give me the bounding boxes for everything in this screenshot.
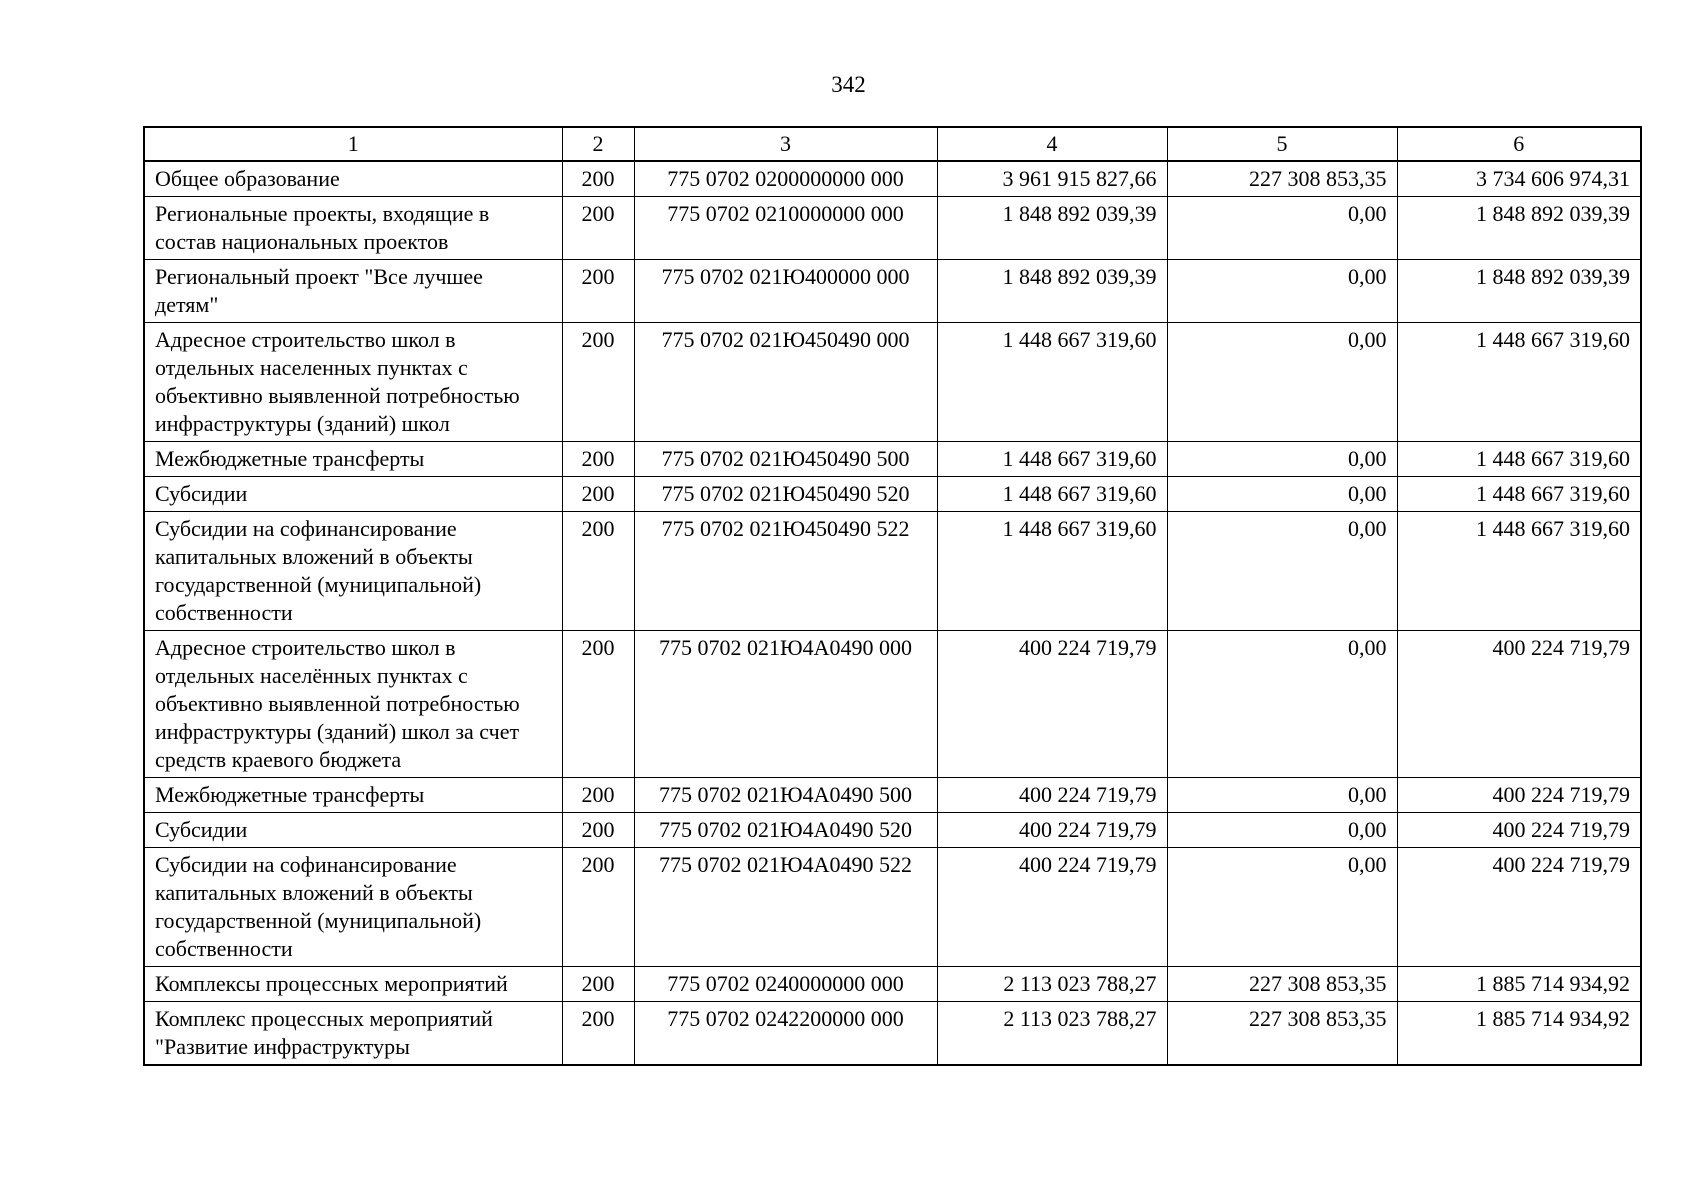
row-classification-code: 775 0702 021Ю4А0490 500 [634, 778, 937, 813]
row-classification-code: 775 0702 021Ю4А0490 520 [634, 813, 937, 848]
row-name: Региональные проекты, входящие в состав национальных проектов [144, 197, 562, 260]
table-row [144, 512, 1641, 631]
row-amount-4: 400 224 719,79 [937, 778, 1167, 813]
row-amount-5: 0,00 [1167, 778, 1397, 813]
table-row [144, 197, 1641, 260]
row-amount-6: 3 734 606 974,31 [1397, 161, 1641, 197]
row-code-2: 200 [562, 813, 634, 848]
row-amount-5: 227 308 853,35 [1167, 1002, 1397, 1066]
row-classification-code: 775 0702 0210000000 000 [634, 197, 937, 260]
row-amount-6: 1 448 667 319,60 [1397, 477, 1641, 512]
table-row [144, 323, 1641, 442]
budget-table [143, 126, 1642, 1066]
row-classification-code: 775 0702 021Ю450490 500 [634, 442, 937, 477]
row-amount-6: 1 448 667 319,60 [1397, 323, 1641, 442]
column-header-6: 6 [1397, 127, 1641, 161]
row-amount-6: 400 224 719,79 [1397, 778, 1641, 813]
row-name: Субсидии на софинансирование капитальных вложений в объекты государственной (муниципальной) собственности [144, 848, 562, 967]
row-amount-4: 2 113 023 788,27 [937, 967, 1167, 1002]
row-amount-5: 0,00 [1167, 813, 1397, 848]
row-code-2: 200 [562, 848, 634, 967]
row-classification-code: 775 0702 0200000000 000 [634, 161, 937, 197]
row-name: Межбюджетные трансферты [144, 442, 562, 477]
row-classification-code: 775 0702 021Ю450490 522 [634, 512, 937, 631]
table-row [144, 1002, 1641, 1066]
column-header-3: 3 [634, 127, 937, 161]
row-amount-5: 0,00 [1167, 323, 1397, 442]
row-code-2: 200 [562, 1002, 634, 1066]
row-amount-6: 400 224 719,79 [1397, 631, 1641, 778]
row-name: Региональный проект "Все лучшее детям" [144, 260, 562, 323]
column-header-4: 4 [937, 127, 1167, 161]
row-name: Субсидии на софинансирование капитальных вложений в объекты государственной (муниципальной) собственности [144, 512, 562, 631]
row-amount-6: 1 885 714 934,92 [1397, 967, 1641, 1002]
header-row [144, 127, 1641, 161]
table-row [144, 813, 1641, 848]
table-row [144, 848, 1641, 967]
row-code-2: 200 [562, 260, 634, 323]
column-header-1: 1 [144, 127, 562, 161]
row-amount-5: 0,00 [1167, 848, 1397, 967]
row-code-2: 200 [562, 161, 634, 197]
row-amount-4: 400 224 719,79 [937, 813, 1167, 848]
row-amount-5: 227 308 853,35 [1167, 161, 1397, 197]
column-header-2: 2 [562, 127, 634, 161]
row-amount-6: 1 448 667 319,60 [1397, 512, 1641, 631]
table-row [144, 442, 1641, 477]
row-amount-4: 400 224 719,79 [937, 848, 1167, 967]
row-code-2: 200 [562, 477, 634, 512]
table-row [144, 161, 1641, 197]
row-name: Комплекс процессных мероприятий "Развитие инфраструктуры [144, 1002, 562, 1066]
row-name: Адресное строительство школ в отдельных населенных пунктах с объективно выявленной потребностью инфраструктуры (зданий) школ [144, 323, 562, 442]
row-amount-6: 1 848 892 039,39 [1397, 197, 1641, 260]
row-amount-5: 0,00 [1167, 631, 1397, 778]
table-row [144, 631, 1641, 778]
row-amount-4: 1 848 892 039,39 [937, 260, 1167, 323]
row-amount-6: 400 224 719,79 [1397, 813, 1641, 848]
row-amount-6: 1 848 892 039,39 [1397, 260, 1641, 323]
row-amount-4: 1 448 667 319,60 [937, 323, 1167, 442]
page-number: 342 [831, 72, 866, 97]
row-amount-4: 1 448 667 319,60 [937, 477, 1167, 512]
row-amount-5: 227 308 853,35 [1167, 967, 1397, 1002]
row-classification-code: 775 0702 021Ю4А0490 000 [634, 631, 937, 778]
row-code-2: 200 [562, 197, 634, 260]
row-name: Комплексы процессных мероприятий [144, 967, 562, 1002]
row-classification-code: 775 0702 021Ю400000 000 [634, 260, 937, 323]
row-code-2: 200 [562, 631, 634, 778]
row-amount-5: 0,00 [1167, 512, 1397, 631]
row-classification-code: 775 0702 021Ю450490 520 [634, 477, 937, 512]
table-row [144, 967, 1641, 1002]
row-amount-5: 0,00 [1167, 260, 1397, 323]
row-amount-6: 1 448 667 319,60 [1397, 442, 1641, 477]
row-name: Общее образование [144, 161, 562, 197]
row-amount-4: 1 448 667 319,60 [937, 442, 1167, 477]
row-classification-code: 775 0702 0242200000 000 [634, 1002, 937, 1066]
row-amount-6: 1 885 714 934,92 [1397, 1002, 1641, 1066]
row-code-2: 200 [562, 512, 634, 631]
row-classification-code: 775 0702 0240000000 000 [634, 967, 937, 1002]
row-classification-code: 775 0702 021Ю4А0490 522 [634, 848, 937, 967]
row-name: Адресное строительство школ в отдельных населённых пунктах с объективно выявленной потребностью инфраструктуры (зданий) школ за счет средств краевого бюджета [144, 631, 562, 778]
row-amount-6: 400 224 719,79 [1397, 848, 1641, 967]
row-amount-4: 3 961 915 827,66 [937, 161, 1167, 197]
row-name: Субсидии [144, 477, 562, 512]
row-name: Межбюджетные трансферты [144, 778, 562, 813]
row-amount-5: 0,00 [1167, 442, 1397, 477]
row-amount-4: 1 848 892 039,39 [937, 197, 1167, 260]
table-row [144, 477, 1641, 512]
row-code-2: 200 [562, 967, 634, 1002]
row-amount-4: 400 224 719,79 [937, 631, 1167, 778]
row-code-2: 200 [562, 442, 634, 477]
row-code-2: 200 [562, 323, 634, 442]
row-code-2: 200 [562, 778, 634, 813]
row-classification-code: 775 0702 021Ю450490 000 [634, 323, 937, 442]
table-row [144, 778, 1641, 813]
row-amount-4: 2 113 023 788,27 [937, 1002, 1167, 1066]
table-row [144, 260, 1641, 323]
column-header-5: 5 [1167, 127, 1397, 161]
row-amount-5: 0,00 [1167, 197, 1397, 260]
row-name: Субсидии [144, 813, 562, 848]
row-amount-5: 0,00 [1167, 477, 1397, 512]
row-amount-4: 1 448 667 319,60 [937, 512, 1167, 631]
